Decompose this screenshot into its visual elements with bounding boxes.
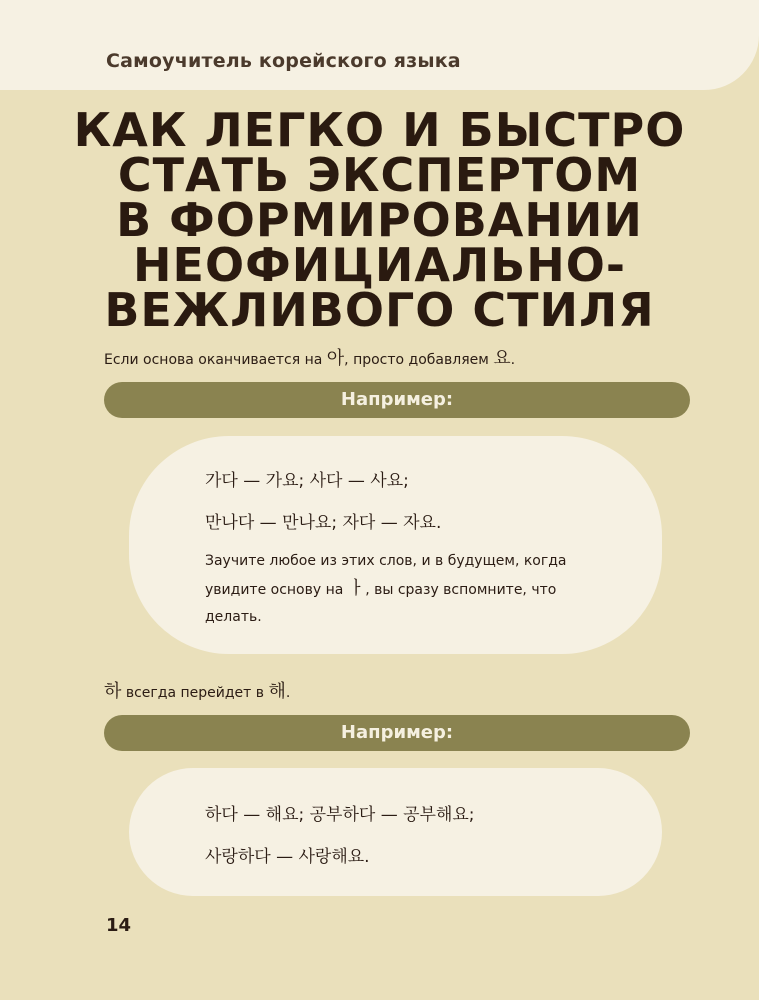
- heading-line-5: ВЕЖЛИВОГО СТИЛЯ: [104, 283, 655, 337]
- rule-text-after: .: [510, 352, 516, 368]
- korean-char-a: 아: [326, 348, 345, 369]
- rule-text-before: Если основа оканчивается на: [104, 352, 327, 368]
- example-line: 사랑하다 — 사랑해요.: [205, 847, 370, 867]
- heading-line-2: СТАТЬ ЭКСПЕРТОМ: [117, 148, 642, 202]
- korean-vowel-a: ㅏ: [347, 578, 366, 599]
- rule-text-middle: , просто добавляем: [344, 352, 494, 368]
- rule-text-after: .: [285, 685, 291, 701]
- example-banner: Например:: [104, 382, 690, 418]
- heading-line-3: В ФОРМИРОВАНИИ: [116, 193, 643, 247]
- note-text-after: , вы сразу вспомните, что делать.: [205, 582, 557, 625]
- page-number: 14: [106, 915, 132, 936]
- example-line: 만나다 — 만나요; 자다 — 자요.: [205, 513, 442, 533]
- rule-text-middle: всегда перейдет в: [121, 685, 269, 701]
- example-card: [129, 768, 662, 896]
- example-line: 하다 — 해요; 공부하다 — 공부해요;: [205, 805, 475, 825]
- korean-char-ha: 하: [104, 681, 122, 702]
- rule-ending-a: [104, 344, 515, 370]
- example-card: [129, 436, 662, 654]
- heading-line-4: НЕОФИЦИАЛЬНО-: [133, 238, 626, 292]
- book-title: Самоучитель корейского языка: [106, 50, 461, 72]
- page-heading: [0, 103, 759, 337]
- example-line: 가다 — 가요; 사다 — 사요;: [205, 471, 409, 491]
- memorize-note: [205, 548, 615, 631]
- example-banner: Например:: [104, 715, 690, 751]
- note-text-before: Заучите любое из этих слов, и в будущем, когда увидите основу на: [205, 553, 567, 598]
- korean-char-yo: 요: [493, 348, 511, 369]
- korean-char-hae: 해: [268, 681, 286, 702]
- rule-ha-to-hae: [104, 677, 290, 703]
- heading-line-1: КАК ЛЕГКО И БЫСТРО: [73, 103, 686, 157]
- header-tab: [0, 0, 759, 90]
